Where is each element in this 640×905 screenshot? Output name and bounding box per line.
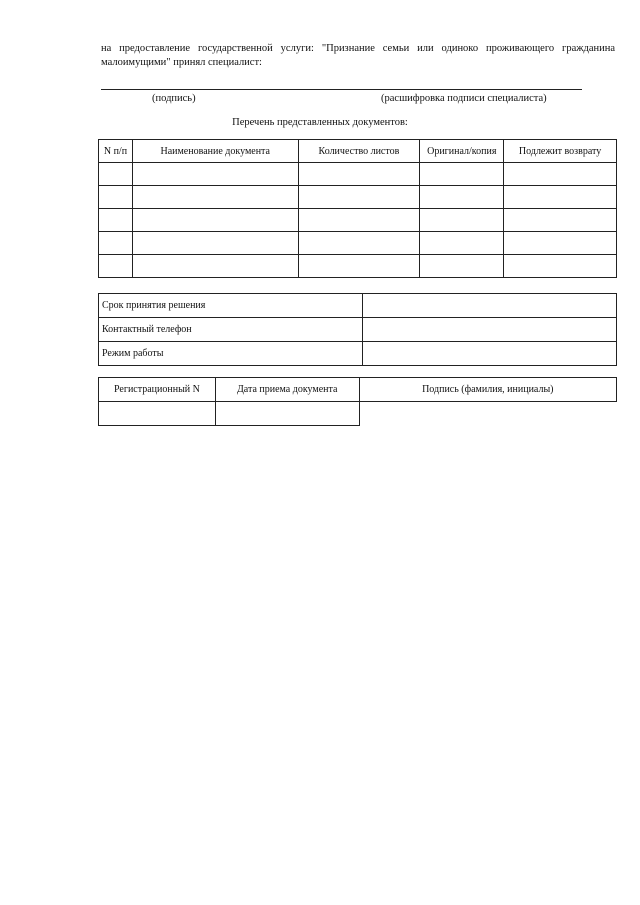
receipt-date-header: Дата приема документа bbox=[215, 378, 359, 402]
table-cell bbox=[298, 209, 420, 232]
registration-values-row bbox=[99, 402, 617, 426]
table-cell bbox=[132, 209, 298, 232]
col-original-header: Оригинал/копия bbox=[420, 140, 504, 163]
table-row bbox=[99, 186, 617, 209]
registration-number-header: Регистрационный N bbox=[99, 378, 216, 402]
col-name-header: Наименование документа bbox=[132, 140, 298, 163]
working-hours-value bbox=[363, 342, 617, 366]
col-return-header: Подлежит возврату bbox=[504, 140, 617, 163]
documents-list-title: Перечень представленных документов: bbox=[232, 117, 408, 128]
documents-header-row bbox=[99, 140, 617, 163]
table-row bbox=[99, 163, 617, 186]
documents-table bbox=[98, 139, 617, 278]
col-sheets-header: Количество листов bbox=[298, 140, 420, 163]
table-cell bbox=[132, 232, 298, 255]
table-cell bbox=[504, 209, 617, 232]
decision-deadline-value bbox=[363, 294, 617, 318]
contact-phone-label: Контактный телефон bbox=[99, 318, 363, 342]
intro-text: на предоставление государственной услуги: "Признание семьи или одиноко проживающего гражданина малоимущими" принял специалист: bbox=[101, 43, 615, 68]
receipt-date-value bbox=[215, 402, 359, 426]
table-cell bbox=[132, 255, 298, 278]
contact-phone-value bbox=[363, 318, 617, 342]
table-cell bbox=[420, 255, 504, 278]
table-cell bbox=[504, 163, 617, 186]
table-cell bbox=[420, 232, 504, 255]
table-cell bbox=[298, 255, 420, 278]
table-cell bbox=[420, 163, 504, 186]
table-cell bbox=[504, 186, 617, 209]
signature-decoding-label: (расшифровка подписи специалиста) bbox=[381, 93, 547, 104]
table-cell bbox=[99, 186, 133, 209]
info-row-deadline bbox=[99, 294, 617, 318]
info-row-phone bbox=[99, 318, 617, 342]
registration-table bbox=[98, 377, 617, 426]
decision-deadline-label: Срок принятия решения bbox=[99, 294, 363, 318]
registration-header-row bbox=[99, 378, 617, 402]
table-cell bbox=[99, 255, 133, 278]
signature-line bbox=[101, 89, 582, 90]
table-cell bbox=[99, 163, 133, 186]
signature-header: Подпись (фамилия, инициалы) bbox=[359, 378, 616, 402]
table-cell bbox=[420, 209, 504, 232]
table-cell bbox=[298, 232, 420, 255]
table-cell bbox=[99, 232, 133, 255]
col-number-header: N п/п bbox=[99, 140, 133, 163]
table-cell bbox=[504, 255, 617, 278]
table-row bbox=[99, 255, 617, 278]
table-cell bbox=[504, 232, 617, 255]
table-cell bbox=[298, 163, 420, 186]
registration-number-value bbox=[99, 402, 216, 426]
table-cell bbox=[298, 186, 420, 209]
table-cell bbox=[420, 186, 504, 209]
table-row bbox=[99, 209, 617, 232]
info-row-hours bbox=[99, 342, 617, 366]
working-hours-label: Режим работы bbox=[99, 342, 363, 366]
info-table bbox=[98, 293, 617, 366]
table-cell bbox=[132, 163, 298, 186]
table-cell bbox=[99, 209, 133, 232]
blank-cell bbox=[359, 402, 616, 426]
signature-label: (подпись) bbox=[152, 93, 196, 104]
table-row bbox=[99, 232, 617, 255]
table-cell bbox=[132, 186, 298, 209]
